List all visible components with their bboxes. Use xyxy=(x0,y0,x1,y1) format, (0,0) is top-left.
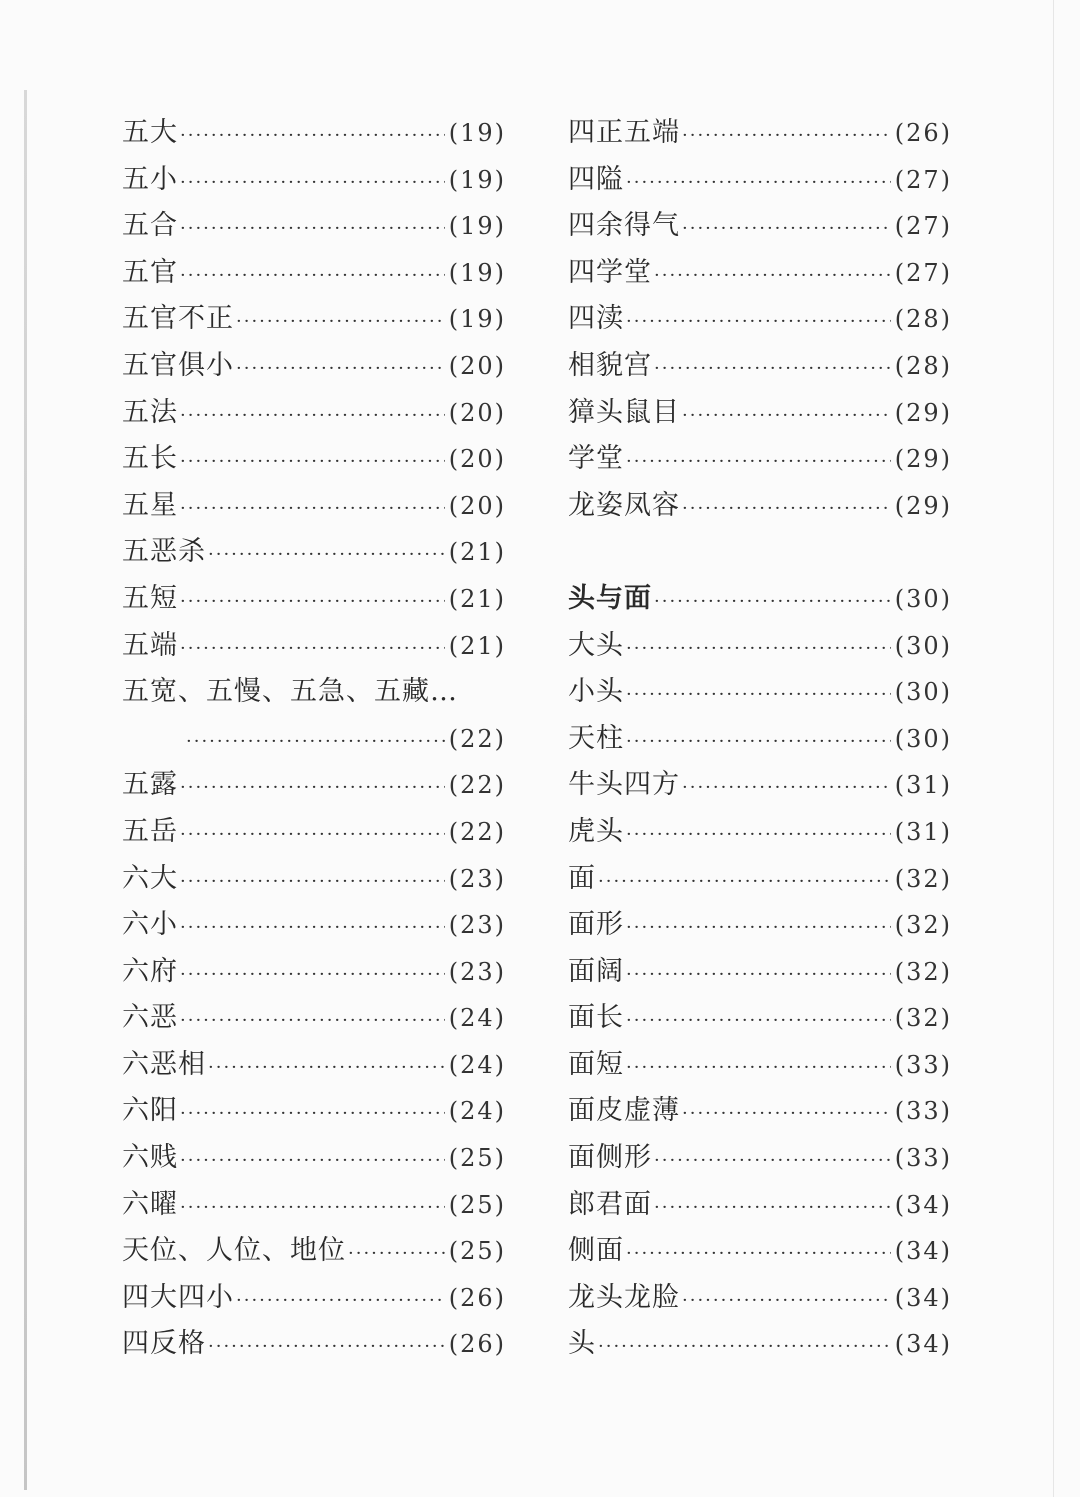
dot-leader xyxy=(180,113,445,160)
toc-entry xyxy=(122,1228,512,1275)
entry-title: 虎头 xyxy=(568,815,624,847)
dot-leader xyxy=(626,1045,891,1092)
toc-entry xyxy=(568,995,958,1042)
entry-page-number: (34) xyxy=(894,1283,952,1312)
toc-entry xyxy=(122,949,512,996)
entry-page-number: (30) xyxy=(894,631,952,660)
toc-entry xyxy=(122,902,512,949)
toc-entry xyxy=(122,809,512,856)
entry-page-number: (29) xyxy=(894,445,952,474)
entry-page-number: (33) xyxy=(894,1097,952,1126)
entry-page-number: (26) xyxy=(448,1283,506,1312)
entry-title: 头 xyxy=(568,1328,596,1360)
toc-right-group-b xyxy=(568,576,958,1368)
dot-leader xyxy=(180,579,445,626)
entry-title: 六阳 xyxy=(122,1095,178,1127)
entry-title: 獐头鼠目 xyxy=(568,396,680,428)
dot-leader xyxy=(180,952,445,999)
toc-entry xyxy=(122,1321,512,1368)
toc-entry xyxy=(568,716,958,763)
entry-page-number: (28) xyxy=(894,351,952,380)
toc-entry xyxy=(122,529,512,576)
toc-entry xyxy=(568,902,958,949)
toc-entry xyxy=(122,669,512,716)
dot-leader xyxy=(208,1045,445,1092)
toc-entry xyxy=(568,669,958,716)
dot-leader xyxy=(186,719,445,766)
entry-page-number: (26) xyxy=(448,1330,506,1359)
dot-leader xyxy=(180,393,445,440)
dot-leader xyxy=(180,160,445,207)
entry-title: 五宽、五慢、五急、五藏… xyxy=(122,676,458,708)
toc-left-column xyxy=(122,110,512,1368)
dot-leader xyxy=(236,1278,445,1325)
dot-leader xyxy=(626,1231,891,1278)
entry-page-number: (30) xyxy=(894,724,952,753)
toc-entry xyxy=(568,343,958,390)
dot-leader xyxy=(654,579,891,626)
entry-title: 面皮虚薄 xyxy=(568,1095,680,1127)
dot-leader xyxy=(626,299,891,346)
entry-title: 六大 xyxy=(122,862,178,894)
entry-title: 五官 xyxy=(122,256,178,288)
toc-entry xyxy=(122,856,512,903)
dot-leader xyxy=(654,346,891,393)
entry-title: 龙头龙脸 xyxy=(568,1281,680,1313)
entry-title: 五长 xyxy=(122,443,178,475)
entry-title: 面阔 xyxy=(568,955,624,987)
entry-title: 小头 xyxy=(568,676,624,708)
entry-title: 四大四小 xyxy=(122,1281,234,1313)
dot-leader xyxy=(626,160,891,207)
entry-title: 面形 xyxy=(568,909,624,941)
dot-leader xyxy=(180,859,445,906)
entry-title: 五露 xyxy=(122,769,178,801)
entry-page-number: (23) xyxy=(448,911,506,940)
dot-leader xyxy=(208,1324,445,1371)
dot-leader xyxy=(682,206,891,253)
toc-entry xyxy=(568,856,958,903)
entry-page-number: (31) xyxy=(894,817,952,846)
toc-entry xyxy=(568,1228,958,1275)
toc-entry xyxy=(122,110,512,157)
entry-page-number: (21) xyxy=(448,631,506,660)
toc-entry xyxy=(568,623,958,670)
entry-page-number: (29) xyxy=(894,398,952,427)
toc-entry xyxy=(122,995,512,1042)
entry-title: 四隘 xyxy=(568,163,624,195)
toc-entry xyxy=(122,1042,512,1089)
dot-leader xyxy=(180,812,445,859)
toc-entry xyxy=(568,483,958,530)
entry-page-number: (22) xyxy=(448,817,506,846)
dot-leader xyxy=(654,253,891,300)
entry-page-number: (30) xyxy=(894,584,952,613)
toc-entry xyxy=(568,250,958,297)
entry-page-number: (34) xyxy=(894,1330,952,1359)
entry-title: 四学堂 xyxy=(568,256,652,288)
entry-page-number: (34) xyxy=(894,1190,952,1219)
toc-entry xyxy=(122,762,512,809)
toc-entry xyxy=(568,390,958,437)
entry-page-number: (32) xyxy=(894,957,952,986)
entry-title: 大头 xyxy=(568,629,624,661)
entry-page-number: (19) xyxy=(448,119,506,147)
dot-leader xyxy=(654,1138,891,1185)
entry-page-number: (27) xyxy=(894,258,952,287)
dot-leader xyxy=(598,859,891,906)
toc-entry xyxy=(568,576,958,623)
dot-leader xyxy=(236,346,445,393)
entry-page-number: (21) xyxy=(448,584,506,613)
dot-leader xyxy=(626,998,891,1045)
entry-page-number: (19) xyxy=(448,305,506,334)
entry-page-number: (32) xyxy=(894,911,952,940)
toc-entry xyxy=(568,203,958,250)
page-spine-shadow xyxy=(24,90,27,1490)
toc-right-group-a xyxy=(568,110,958,529)
dot-leader xyxy=(626,439,891,486)
entry-page-number: (19) xyxy=(448,258,506,287)
entry-page-number: (34) xyxy=(894,1237,952,1266)
dot-leader xyxy=(180,1091,445,1138)
entry-page-number: (19) xyxy=(448,212,506,241)
entry-page-number: (30) xyxy=(894,678,952,707)
dot-leader xyxy=(626,905,891,952)
toc-entry xyxy=(568,1135,958,1182)
entry-title: 郎君面 xyxy=(568,1188,652,1220)
entry-title: 相貌宫 xyxy=(568,349,652,381)
entry-page-number: (31) xyxy=(894,771,952,800)
toc-entry xyxy=(122,576,512,623)
entry-page-number: (19) xyxy=(448,165,506,194)
toc-entry xyxy=(568,809,958,856)
entry-page-number: (29) xyxy=(894,491,952,520)
toc-entry xyxy=(568,157,958,204)
dot-leader xyxy=(180,1185,445,1232)
entry-title: 六曜 xyxy=(122,1188,178,1220)
entry-page-number: (27) xyxy=(894,212,952,241)
entry-page-number: (25) xyxy=(448,1237,506,1266)
dot-leader xyxy=(180,439,445,486)
entry-title: 五短 xyxy=(122,582,178,614)
dot-leader xyxy=(180,253,445,300)
entry-title: 六恶相 xyxy=(122,1048,206,1080)
dot-leader xyxy=(180,206,445,253)
toc-entry xyxy=(122,250,512,297)
entry-page-number: (32) xyxy=(894,1004,952,1033)
entry-page-number: (33) xyxy=(894,1144,952,1173)
dot-leader xyxy=(236,299,445,346)
dot-leader xyxy=(626,672,891,719)
dot-leader xyxy=(180,486,445,533)
toc-entry xyxy=(568,1275,958,1322)
toc-entry xyxy=(568,949,958,996)
entry-page-number: (20) xyxy=(448,445,506,474)
entry-page-number: (22) xyxy=(448,724,506,753)
toc-entry xyxy=(122,1182,512,1229)
toc-entry xyxy=(122,1088,512,1135)
dot-leader xyxy=(598,1324,891,1371)
entry-page-number: (22) xyxy=(448,771,506,800)
section-gap xyxy=(568,529,958,576)
dot-leader xyxy=(654,1185,891,1232)
toc-entry xyxy=(122,343,512,390)
entry-page-number: (32) xyxy=(894,864,952,893)
dot-leader xyxy=(682,1278,891,1325)
toc-entry xyxy=(122,390,512,437)
entry-title: 天柱 xyxy=(568,722,624,754)
entry-title: 面长 xyxy=(568,1002,624,1034)
entry-title: 面 xyxy=(568,862,596,894)
entry-title: 头与面 xyxy=(568,582,652,614)
dot-leader xyxy=(626,626,891,673)
entry-title: 五岳 xyxy=(122,815,178,847)
entry-title: 侧面 xyxy=(568,1235,624,1267)
toc-entry xyxy=(568,1088,958,1135)
entry-page-number: (20) xyxy=(448,398,506,427)
entry-page-number: (24) xyxy=(448,1004,506,1033)
dot-leader xyxy=(682,393,891,440)
entry-page-number: (23) xyxy=(448,864,506,893)
entry-title: 四正五端 xyxy=(568,117,680,148)
toc-entry xyxy=(122,436,512,483)
toc-entry xyxy=(122,1135,512,1182)
entry-title: 五官俱小 xyxy=(122,349,234,381)
entry-title: 五星 xyxy=(122,489,178,521)
toc-entry xyxy=(122,483,512,530)
toc-entry xyxy=(122,623,512,670)
entry-title: 五恶杀 xyxy=(122,536,206,568)
entry-page-number: (21) xyxy=(448,538,506,567)
entry-page-number: (24) xyxy=(448,1050,506,1079)
dot-leader xyxy=(682,1091,891,1138)
entry-page-number: (27) xyxy=(894,165,952,194)
entry-title: 牛头四方 xyxy=(568,769,680,801)
dot-leader xyxy=(682,486,891,533)
entry-page-number: (20) xyxy=(448,351,506,380)
dot-leader xyxy=(180,1138,445,1185)
entry-title: 龙姿凤容 xyxy=(568,489,680,521)
dot-leader xyxy=(180,905,445,952)
entry-title: 学堂 xyxy=(568,443,624,475)
entry-page-number: (25) xyxy=(448,1144,506,1173)
toc-entry xyxy=(568,296,958,343)
entry-title: 五法 xyxy=(122,396,178,428)
toc-entry xyxy=(122,157,512,204)
toc-entry xyxy=(122,1275,512,1322)
entry-page-number: (33) xyxy=(894,1050,952,1079)
toc-entry xyxy=(568,762,958,809)
entry-page-number: (20) xyxy=(448,491,506,520)
toc-entry xyxy=(122,716,512,763)
entry-title: 五大 xyxy=(122,117,178,148)
entry-title: 四反格 xyxy=(122,1328,206,1360)
toc-entry xyxy=(568,110,958,157)
toc-entry xyxy=(122,296,512,343)
page-edge xyxy=(1053,0,1054,1497)
toc-right-column xyxy=(568,110,958,1368)
dot-leader xyxy=(208,532,445,579)
entry-title: 五合 xyxy=(122,210,178,242)
entry-title: 六贱 xyxy=(122,1142,178,1174)
dot-leader xyxy=(348,1231,445,1278)
entry-page-number: (25) xyxy=(448,1190,506,1219)
entry-title: 五端 xyxy=(122,629,178,661)
dot-leader xyxy=(626,812,891,859)
entry-title: 六恶 xyxy=(122,1002,178,1034)
toc-entry xyxy=(568,1042,958,1089)
entry-title: 天位、人位、地位 xyxy=(122,1235,346,1267)
entry-title: 四渎 xyxy=(568,303,624,335)
entry-title: 面侧形 xyxy=(568,1142,652,1174)
entry-title: 面短 xyxy=(568,1048,624,1080)
dot-leader xyxy=(682,113,891,160)
dot-leader xyxy=(180,998,445,1045)
dot-leader xyxy=(180,765,445,812)
entry-title: 六府 xyxy=(122,955,178,987)
entry-title: 五小 xyxy=(122,163,178,195)
entry-title: 四余得气 xyxy=(568,210,680,242)
entry-page-number: (23) xyxy=(448,957,506,986)
toc-entry xyxy=(568,1321,958,1368)
toc-entry xyxy=(568,1182,958,1229)
entry-title: 六小 xyxy=(122,909,178,941)
toc-entry xyxy=(568,436,958,483)
dot-leader xyxy=(626,719,891,766)
toc-entry xyxy=(122,203,512,250)
entry-title: 五官不正 xyxy=(122,303,234,335)
entry-page-number: (24) xyxy=(448,1097,506,1126)
entry-page-number: (26) xyxy=(894,119,952,147)
dot-leader xyxy=(180,626,445,673)
entry-page-number: (28) xyxy=(894,305,952,334)
dot-leader xyxy=(626,952,891,999)
dot-leader xyxy=(682,765,891,812)
